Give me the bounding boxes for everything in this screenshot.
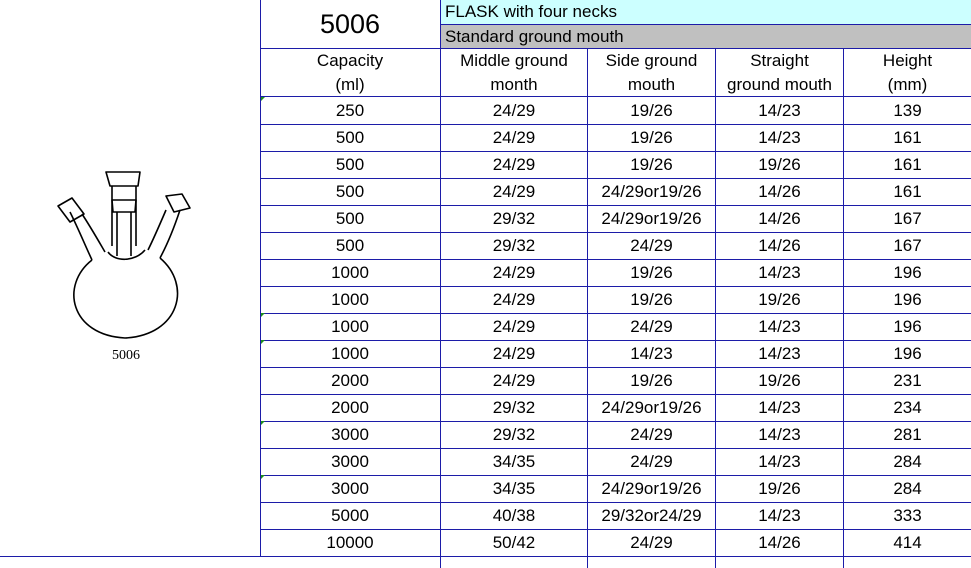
height-cell: 414 bbox=[893, 533, 922, 552]
side-ground-cell: 19/26 bbox=[630, 128, 673, 147]
table-row bbox=[260, 205, 971, 232]
middle-ground-cell: 24/29 bbox=[492, 344, 536, 363]
table-row bbox=[260, 259, 971, 286]
capacity-cell: 500 bbox=[335, 209, 365, 228]
middle-ground-cell: 29/32 bbox=[492, 209, 536, 228]
height-cell: 161 bbox=[893, 128, 922, 147]
capacity-cell: 3000 bbox=[260, 421, 440, 448]
grid-line bbox=[260, 96, 971, 97]
middle-ground-cell: 50/42 bbox=[492, 533, 536, 552]
capacity-cell: 1000 bbox=[260, 340, 440, 367]
side-ground-cell: 24/29or19/26 bbox=[601, 479, 702, 498]
grid-line bbox=[843, 48, 844, 568]
straight-ground-cell: 14/23 bbox=[758, 506, 801, 525]
column-header-middle-ground: Middle ground month bbox=[460, 51, 568, 94]
table-row bbox=[260, 97, 971, 124]
side-ground-cell: 24/29 bbox=[630, 533, 673, 552]
height-cell: 333 bbox=[893, 506, 922, 525]
height-cell: 234 bbox=[893, 398, 922, 417]
height-cell: 196 bbox=[893, 317, 922, 336]
straight-ground-cell: 14/23 bbox=[758, 317, 801, 336]
product-title: FLASK with four necks bbox=[441, 0, 971, 24]
height-cell: 167 bbox=[893, 209, 922, 228]
middle-ground-cell: 24/29 bbox=[492, 317, 536, 336]
height-cell: 196 bbox=[893, 290, 922, 309]
height-cell: 284 bbox=[893, 452, 922, 471]
capacity-cell: 250 bbox=[260, 97, 440, 124]
capacity-cell: 3000 bbox=[260, 475, 440, 502]
straight-ground-cell: 19/26 bbox=[758, 155, 801, 174]
column-header-straight-ground: Straight ground mouth bbox=[727, 51, 832, 94]
spec-table bbox=[260, 0, 971, 568]
table-row bbox=[260, 448, 971, 475]
column-header-height: Height (mm) bbox=[882, 51, 933, 94]
table-row bbox=[260, 340, 971, 367]
table-row bbox=[260, 421, 971, 448]
capacity-cell: 2000 bbox=[331, 398, 369, 417]
side-ground-cell: 19/26 bbox=[630, 371, 673, 390]
middle-ground-cell: 24/29 bbox=[492, 371, 536, 390]
table-row bbox=[260, 232, 971, 259]
bottom-border bbox=[0, 556, 971, 557]
column-header-side-ground: Side ground mouth bbox=[605, 51, 698, 94]
table-row bbox=[260, 394, 971, 421]
straight-ground-cell: 14/26 bbox=[758, 182, 801, 201]
middle-ground-cell: 24/29 bbox=[492, 263, 536, 282]
capacity-cell: 5000 bbox=[331, 506, 369, 525]
side-ground-cell: 19/26 bbox=[630, 263, 673, 282]
straight-ground-cell: 14/23 bbox=[758, 263, 801, 282]
height-cell: 231 bbox=[893, 371, 922, 390]
grid-line bbox=[715, 48, 716, 568]
straight-ground-cell: 14/23 bbox=[758, 344, 801, 363]
middle-ground-cell: 24/29 bbox=[492, 155, 536, 174]
table-row bbox=[260, 178, 971, 205]
side-ground-cell: 19/26 bbox=[630, 155, 673, 174]
height-cell: 161 bbox=[893, 182, 922, 201]
side-ground-cell: 24/29or19/26 bbox=[601, 209, 702, 228]
side-ground-cell: 24/29or19/26 bbox=[601, 182, 702, 201]
grid-line bbox=[260, 0, 261, 556]
straight-ground-cell: 19/26 bbox=[758, 371, 801, 390]
straight-ground-cell: 14/26 bbox=[758, 533, 801, 552]
table-row bbox=[260, 529, 971, 556]
table-row bbox=[260, 502, 971, 529]
table-row bbox=[260, 367, 971, 394]
middle-ground-cell: 24/29 bbox=[492, 290, 536, 309]
straight-ground-cell: 14/26 bbox=[758, 209, 801, 228]
side-ground-cell: 24/29 bbox=[630, 425, 673, 444]
height-cell: 196 bbox=[893, 263, 922, 282]
height-cell: 161 bbox=[893, 155, 922, 174]
table-row bbox=[260, 286, 971, 313]
side-ground-cell: 24/29 bbox=[630, 452, 673, 471]
straight-ground-cell: 14/23 bbox=[758, 452, 801, 471]
side-ground-cell: 29/32or24/29 bbox=[601, 506, 702, 525]
height-cell: 139 bbox=[893, 101, 922, 120]
height-cell: 196 bbox=[893, 344, 922, 363]
capacity-cell: 2000 bbox=[331, 371, 369, 390]
side-ground-cell: 19/26 bbox=[630, 290, 673, 309]
side-ground-cell: 24/29or19/26 bbox=[601, 398, 702, 417]
four-neck-flask-icon bbox=[0, 0, 260, 400]
side-ground-cell: 19/26 bbox=[630, 101, 673, 120]
middle-ground-cell: 24/29 bbox=[492, 101, 536, 120]
grid-line bbox=[440, 0, 441, 568]
middle-ground-cell: 34/35 bbox=[492, 452, 536, 471]
capacity-cell: 1000 bbox=[331, 263, 369, 282]
capacity-cell: 1000 bbox=[331, 290, 369, 309]
height-cell: 167 bbox=[893, 236, 922, 255]
grid-line bbox=[440, 24, 971, 25]
table-row bbox=[260, 124, 971, 151]
side-ground-cell: 14/23 bbox=[630, 344, 673, 363]
grid-line bbox=[260, 48, 971, 49]
straight-ground-cell: 19/26 bbox=[758, 479, 801, 498]
middle-ground-cell: 29/32 bbox=[492, 236, 536, 255]
middle-ground-cell: 34/35 bbox=[492, 479, 536, 498]
flask-illustration bbox=[0, 0, 260, 556]
capacity-cell: 500 bbox=[335, 128, 365, 147]
middle-ground-cell: 29/32 bbox=[492, 398, 536, 417]
height-cell: 281 bbox=[893, 425, 922, 444]
straight-ground-cell: 14/23 bbox=[758, 101, 801, 120]
column-header-capacity: Capacity (ml) bbox=[316, 51, 384, 94]
straight-ground-cell: 14/23 bbox=[758, 128, 801, 147]
middle-ground-cell: 29/32 bbox=[492, 425, 536, 444]
table-row bbox=[260, 475, 971, 502]
capacity-cell: 500 bbox=[335, 236, 365, 255]
capacity-cell: 500 bbox=[335, 182, 365, 201]
table-row bbox=[260, 151, 971, 178]
straight-ground-cell: 14/23 bbox=[758, 425, 801, 444]
grid-line bbox=[587, 48, 588, 568]
straight-ground-cell: 19/26 bbox=[758, 290, 801, 309]
capacity-cell: 3000 bbox=[331, 452, 369, 471]
product-subtitle: Standard ground mouth bbox=[441, 25, 971, 48]
middle-ground-cell: 40/38 bbox=[492, 506, 536, 525]
side-ground-cell: 24/29 bbox=[630, 236, 673, 255]
height-cell: 284 bbox=[893, 479, 922, 498]
table-row bbox=[260, 313, 971, 340]
middle-ground-cell: 24/29 bbox=[492, 182, 536, 201]
product-code: 5006 bbox=[319, 8, 381, 39]
capacity-cell: 10000 bbox=[326, 533, 374, 552]
side-ground-cell: 24/29 bbox=[630, 317, 673, 336]
capacity-cell: 1000 bbox=[260, 313, 440, 340]
straight-ground-cell: 14/23 bbox=[758, 398, 801, 417]
straight-ground-cell: 14/26 bbox=[758, 236, 801, 255]
capacity-cell: 500 bbox=[335, 155, 365, 174]
figure-label: 5006 bbox=[112, 348, 140, 363]
middle-ground-cell: 24/29 bbox=[492, 128, 536, 147]
